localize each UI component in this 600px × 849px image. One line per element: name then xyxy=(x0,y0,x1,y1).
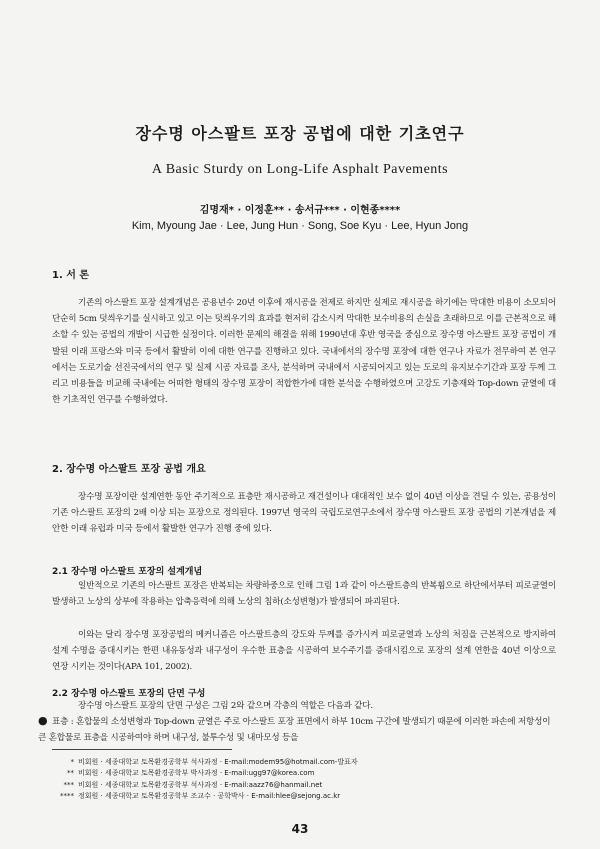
footnote-3: *** 비회원 · 세종대학교 토목환경공학부 석사과정 · E-mail:aazz76@hanmail.net xyxy=(63,780,323,789)
section-2-1-paragraph-1: 일반적으로 기존의 아스팔트 포장은 반복되는 차량하중으로 인해 그림 1과 같이 아스팔트층의 반복휨으로 하단에서부터 피로균열이 발생하고 노상의 상부에 작용하는 압축응력에 의해 노상의 침하(소성변형)가 발생되어 파괴된다. xyxy=(52,581,556,608)
footnote-2: ** 비회원 · 세종대학교 토목환경공학부 박사과정 · E-mail:ugg97@korea.com xyxy=(67,769,315,778)
section-2-2-heading: 2.2 장수명 아스팔트 포장의 단면 구성 xyxy=(52,689,206,699)
section-1-paragraph: 기존의 아스팔트 포장 설계개념은 공용년수 20년 이후에 재시공을 전제로 하지만 실제로 재시공을 하기에는 막대한 비용이 소모되어 단순히 5cm 덧씌우기를 실시하고 있고 이는 덧씌우기의 효과를 현저히 감소시켜 막대한 보수비용의 손실을 초래하므로 이를 근본적으로 해소할 수 있는 공법의 개발이 시급한 실정이다. 이러한 문제의 해결을 위해 1990년대 후반 영국을 중심으로 장수명 아스팔트 포장 공법이 개발된 이래 프랑스와 미국 등에서 활발히 이에 대한 연구를 진행하고 있다. 국내에서의 장수명 포장에 대한 연구나 자료가 전무하여 본 연구에서는 도로기술 선진국에서의 연구 및 실제 시공 자료를 조사, 분석하며 국내에서 시공되어지고 있는 도로의 유지보수기간과 포장 두께 그리고 비용들을 비교해 국내에는 어떠한 형태의 장수명 포장이 적합한가에 대한 분석을 수행하였으며 고강도 기층재와 Top-down 균열에 대한 기초적인 연구를 수행하였다. xyxy=(52,298,556,406)
authors-korean: 김명재* · 이정훈** · 송서규*** · 이현종**** xyxy=(199,205,401,216)
section-1-heading: 1. 서 론 xyxy=(52,270,90,281)
authors-english: Kim, Myoung Jae · Lee, Jung Hun · Song, Soe Kyu · Lee, Hyun Jong xyxy=(131,220,469,232)
footnote-1: * 비회원 · 세종대학교 토목환경공학부 석사과정 · E-mail:modem95@hotmail.com-발표자 xyxy=(70,758,358,766)
paper-title: 장수명 아스팔트 포장 공법에 대한 기초연구 xyxy=(135,124,465,143)
section-2-paragraph: 장수명 포장이란 설계연한 동안 주기적으로 표층만 재시공하고 재건설이나 대대적인 보수 없이 40년 이상을 견딜 수 있는, 공용성이 기존 아스팔트 포장의 2배 이상 되는 포장으로 정의된다. 1997년 영국의 국립도로연구소에서 장수명 아스팔트 포장 공법의 기본개념을 제안한 이래 유럽과 미국 등에서 활발한 연구가 진행 중에 있다. xyxy=(52,492,556,535)
section-2-1-paragraph-2: 이와는 달리 장수명 포장공법의 메커니즘은 아스팔트층의 강도와 두께를 증가시켜 피로균열과 노상의 처짐을 근본적으로 방지하여 설계 수명을 증대시키는 한편 내유동성과 내구성이 우수한 표층을 시공하여 보수주기를 증대시킴으로 포장의 설계 연한을 40년 이상으로 연장 시키는 것이다(APA 101, 2002). xyxy=(52,630,556,673)
bullet-icon: ● xyxy=(38,714,48,727)
footnotes xyxy=(52,757,552,803)
page-number: 43 xyxy=(291,822,309,836)
section-2-heading: 2. 장수명 아스팔트 포장 공법 개요 xyxy=(52,464,206,475)
paper-subtitle: A Basic Sturdy on Long-Life Asphalt Pavements xyxy=(151,162,449,177)
footnote-divider xyxy=(52,749,232,750)
footnote-4: **** 정회원 · 세종대학교 토목환경공학부 조교수 · 공학박사 · E-mail:hlee@sejong.ac.kr xyxy=(60,792,341,801)
section-2-2-paragraph: 장수명 아스팔트 포장의 단면 구성은 그림 2와 같으며 각층의 역할은 다음과 같다. xyxy=(78,701,373,711)
bullet-surface-layer xyxy=(38,713,558,746)
section-2-1-heading: 2.1 장수명 아스팔트 포장의 설계개념 xyxy=(52,567,203,577)
bullet-text: 표층 : 혼합물의 소성변형과 Top-down 균열은 주로 아스팔트 포장 표면에서 하부 10cm 구간에 발생되기 때문에 이러한 파손에 저항성이 큰 혼합물로 표층을 시공하여야 하며 내구성, 불투수성 및 내마모성 등을 xyxy=(38,717,551,743)
